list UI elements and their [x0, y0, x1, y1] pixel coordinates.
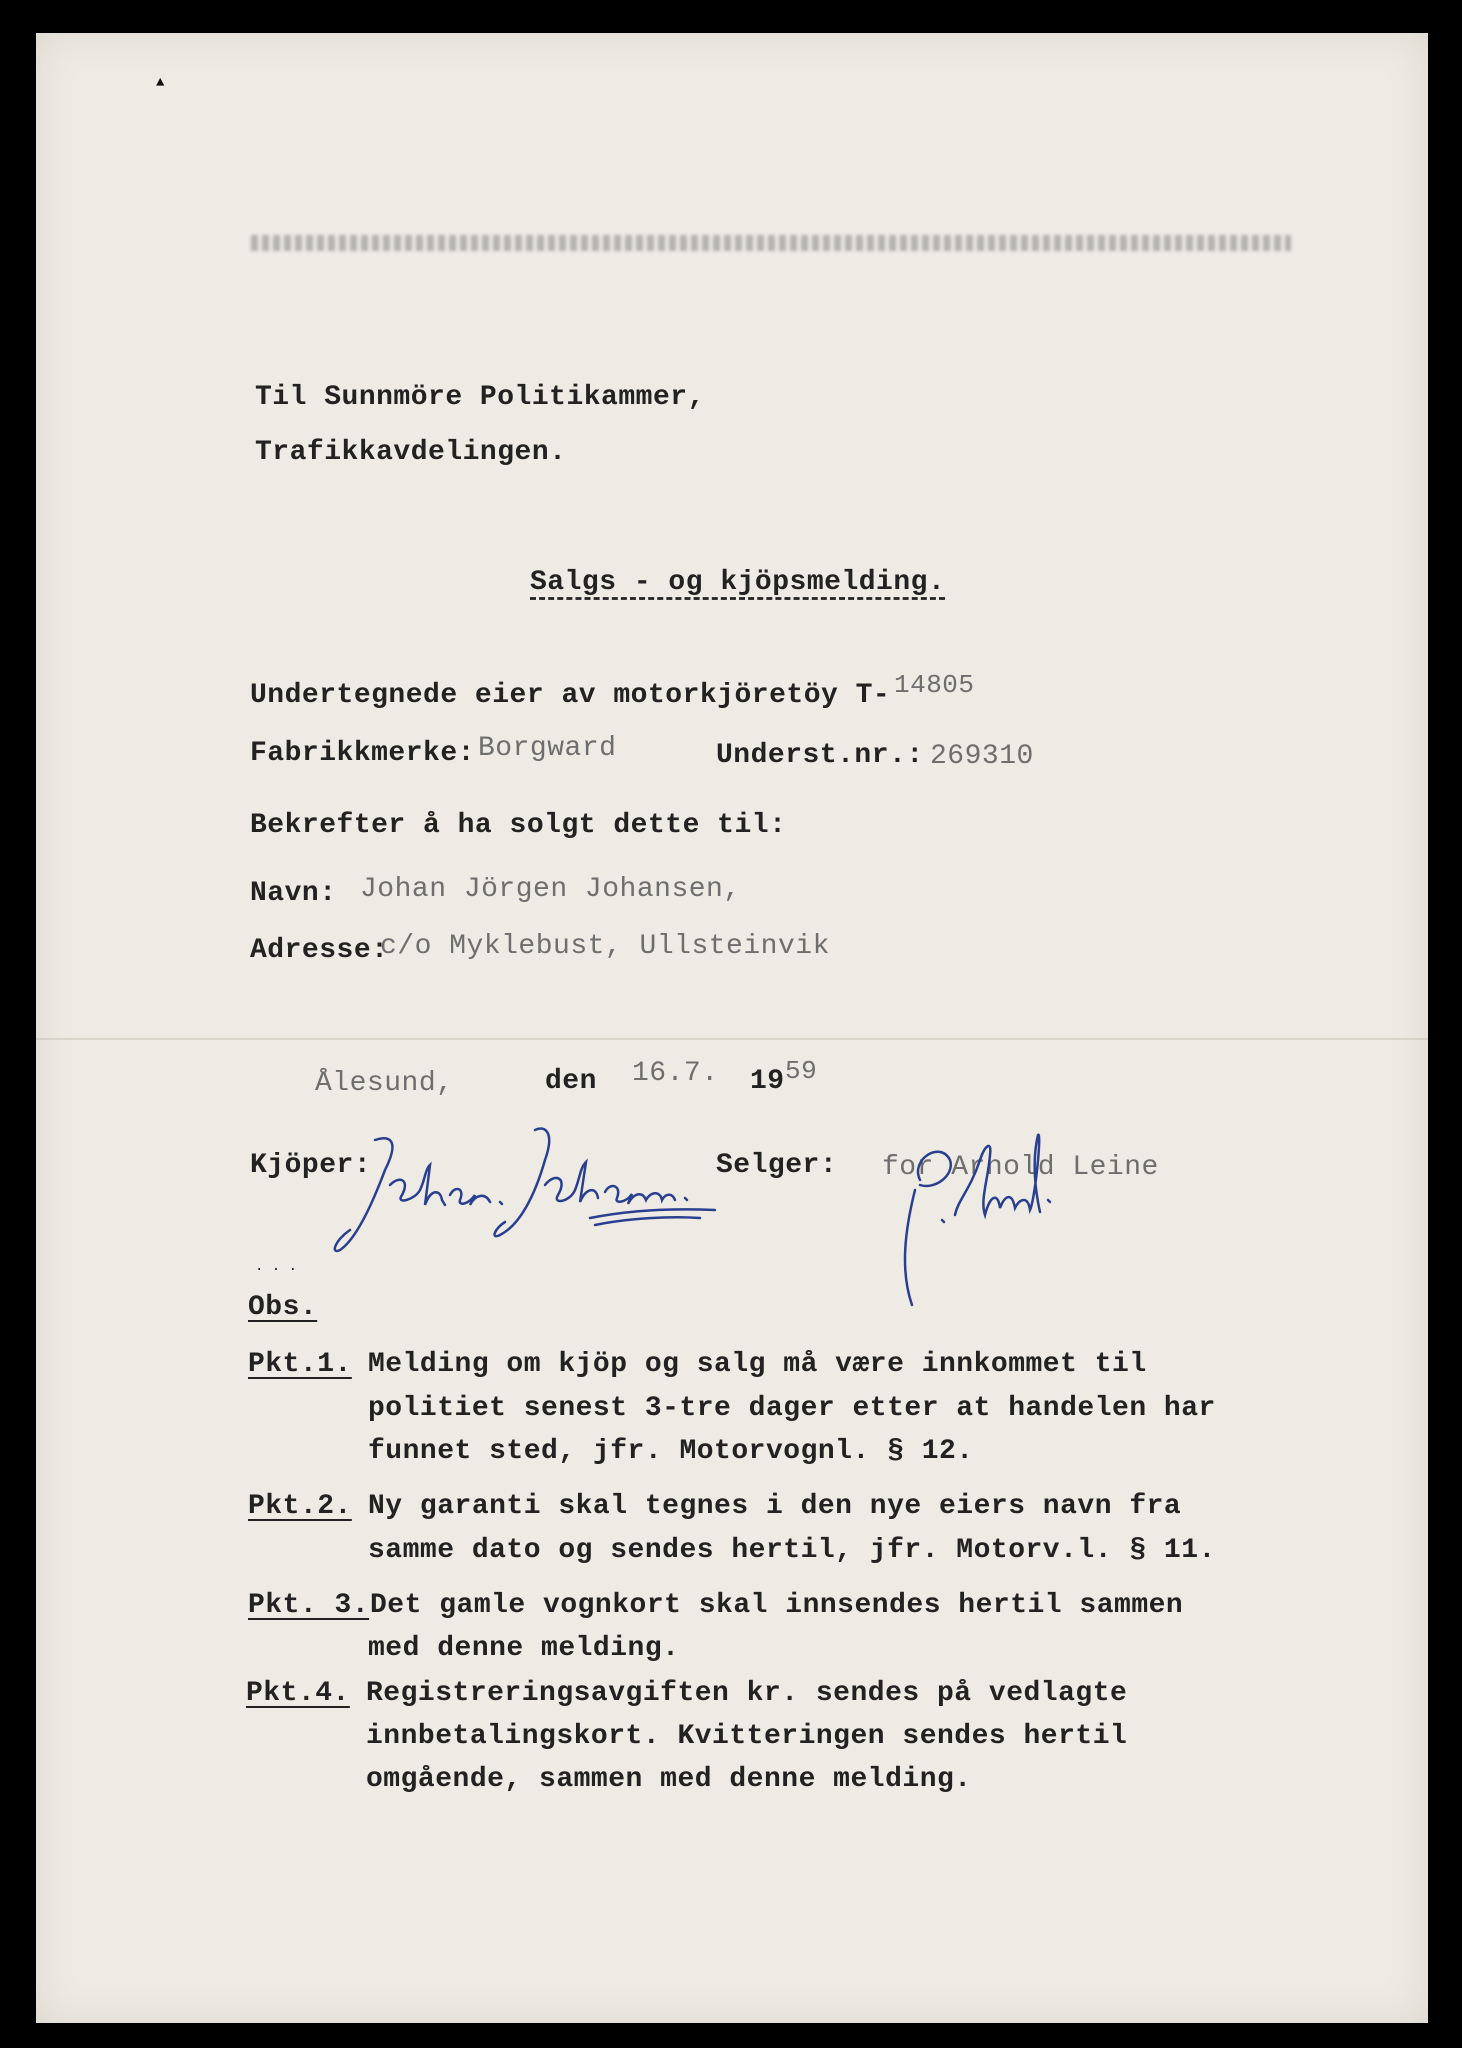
obs-label: Obs. — [248, 1292, 318, 1323]
pkt-4-line-1: Registreringsavgiften kr. sendes på vedlagte — [366, 1678, 1128, 1709]
pkt-2-line-2: samme dato og sendes hertil, jfr. Motorv.l. § 11. — [368, 1535, 1216, 1566]
fold-line — [36, 1038, 1428, 1040]
seller-on-behalf: for Arnold Leine — [882, 1152, 1159, 1183]
document-title: Salgs - og kjöpsmelding. — [530, 567, 946, 598]
date-value: 16.7. — [632, 1058, 719, 1089]
faded-typewriter-line — [251, 235, 1291, 251]
pkt-2-label: Pkt.2. — [248, 1491, 352, 1522]
paper-speck: ▲ — [156, 75, 165, 91]
buyer-name-label: Navn: — [250, 878, 337, 909]
confirm-text: Bekrefter å ha solgt dette til: — [250, 810, 787, 841]
year-suffix: 59 — [785, 1056, 818, 1086]
owner-label: Undertegnede eier av motorkjöretöy T- — [250, 680, 891, 711]
dots-mark: · · · — [255, 1262, 298, 1278]
pkt-2-line-1: Ny garanti skal tegnes i den nye eiers navn fra — [368, 1491, 1182, 1522]
buyer-signature — [330, 1110, 730, 1260]
pkt-4-line-3: omgående, sammen med denne melding. — [366, 1764, 972, 1795]
buyer-label: Kjöper: — [250, 1150, 372, 1181]
seller-label: Selger: — [716, 1150, 838, 1181]
registration-number: 14805 — [894, 670, 975, 700]
buyer-name-value: Johan Jörgen Johansen, — [360, 874, 741, 905]
make-value: Borgward — [478, 733, 617, 764]
pkt-4-label: Pkt.4. — [246, 1678, 350, 1709]
pkt-3-label: Pkt. 3. — [248, 1590, 370, 1621]
den-label: den — [545, 1066, 597, 1097]
year-prefix: 19 — [750, 1066, 785, 1097]
buyer-address-label: Adresse: — [250, 935, 389, 966]
pkt-1-line-3: funnet sted, jfr. Motorvognl. § 12. — [368, 1436, 974, 1467]
pkt-1-line-2: politiet senest 3-tre dager etter at handelen har — [368, 1393, 1216, 1424]
pkt-3-line-1: Det gamle vognkort skal innsendes hertil sammen — [370, 1590, 1184, 1621]
pkt-3-line-2: med denne melding. — [368, 1633, 680, 1664]
seller-signature — [880, 1120, 1080, 1320]
make-label: Fabrikkmerke: — [250, 738, 475, 769]
buyer-address-value: c/o Myklebust, Ullsteinvik — [380, 931, 830, 962]
pkt-4-line-2: innbetalingskort. Kvitteringen sendes hertil — [366, 1721, 1128, 1752]
pkt-1-line-1: Melding om kjöp og salg må være innkommet til — [368, 1349, 1147, 1380]
recipient-line-1: Til Sunnmöre Politikammer, — [255, 382, 705, 413]
recipient-line-2: Trafikkavdelingen. — [255, 437, 567, 468]
place: Ålesund, — [315, 1068, 454, 1099]
chassis-label: Underst.nr.: — [716, 740, 924, 771]
pkt-1-label: Pkt.1. — [248, 1349, 352, 1380]
chassis-value: 269310 — [930, 741, 1034, 772]
